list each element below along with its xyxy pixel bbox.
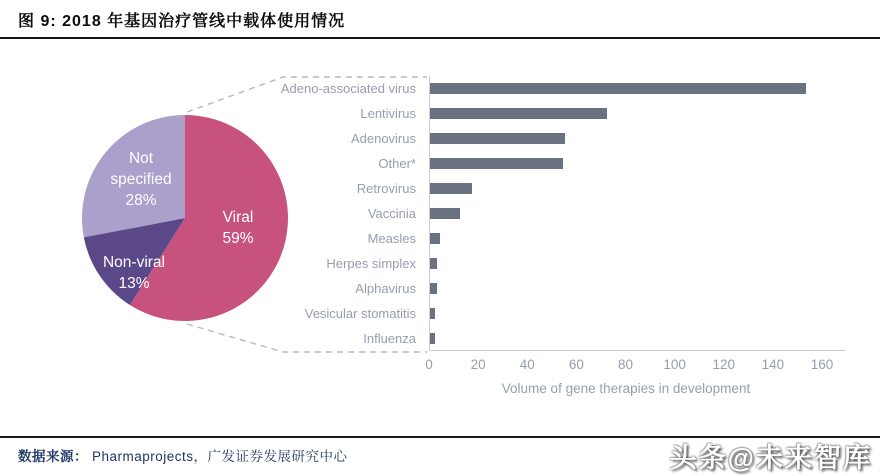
- bar-adeno-associated-virus: [430, 83, 806, 94]
- bar-category-label: Lentivirus: [360, 106, 416, 121]
- bar-category-label: Alphavirus: [355, 281, 416, 296]
- pie-slice-percent: 13%: [118, 275, 150, 292]
- data-source: [18, 445, 348, 465]
- bar-row: [430, 101, 845, 126]
- bar-vesicular-stomatitis: [430, 308, 435, 319]
- x-tick-label: 20: [470, 357, 486, 372]
- pie-label-not-specified: [99, 148, 183, 211]
- data-source-text: Pharmaprojects，广发证券发展研究中心: [92, 449, 348, 464]
- x-axis-label: Volume of gene therapies in development: [501, 381, 751, 396]
- bar-category-label: Herpes simplex: [326, 256, 416, 271]
- x-tick-label: 120: [712, 357, 736, 372]
- bar-category-label: Vaccinia: [367, 206, 416, 221]
- x-tick-label: 0: [425, 357, 433, 372]
- bar-category-label: Adeno-associated virus: [280, 81, 416, 96]
- bar-row: [430, 151, 845, 176]
- bar-row: [430, 201, 845, 226]
- title-divider: [0, 37, 880, 39]
- bar-category-label: Adenovirus: [350, 131, 416, 146]
- bar-row: [430, 126, 845, 151]
- x-tick-label: 160: [810, 357, 834, 372]
- bar-row: [430, 301, 845, 326]
- pie-slice-name: Non-viral: [102, 254, 165, 271]
- bar-category-labels: [278, 76, 423, 351]
- x-tick-label: 80: [617, 357, 634, 372]
- bar-retrovirus: [430, 183, 472, 194]
- bar-category-label: Influenza: [363, 331, 416, 346]
- figure-title: 图 9: 2018 年基因治疗管线中载体使用情况: [18, 13, 346, 30]
- bar-category-label: Retrovirus: [356, 181, 416, 196]
- bar-vaccinia: [430, 208, 460, 219]
- bar-row: [430, 76, 845, 101]
- pie-slice-percent: 59%: [222, 230, 254, 247]
- bar-adenovirus: [430, 133, 565, 144]
- watermark-toutiao: 头条@未来智库: [669, 443, 872, 473]
- bar-other-: [430, 158, 563, 169]
- x-axis-ticks: [425, 357, 845, 373]
- bar-row: [430, 176, 845, 201]
- bar-row: [430, 326, 845, 351]
- bar-category-label: Measles: [367, 231, 416, 246]
- bar-plot-area: [429, 76, 845, 351]
- pie-slice-percent: 28%: [125, 192, 157, 209]
- bar-category-label: Other*: [378, 156, 416, 171]
- bar-measles: [430, 233, 440, 244]
- bar-row: [430, 251, 845, 276]
- bar-row: [430, 226, 845, 251]
- x-tick-label: 100: [663, 357, 686, 372]
- bar-lentivirus: [430, 108, 607, 119]
- pie-slice-name: Not specified: [110, 150, 172, 188]
- x-tick-label: 40: [519, 357, 535, 372]
- x-tick-label: 140: [761, 357, 785, 372]
- bar-alphavirus: [430, 283, 437, 294]
- pie-label-non-viral: [90, 252, 178, 294]
- pie-label-viral: [200, 207, 276, 249]
- data-source-label: 数据来源：: [18, 449, 88, 464]
- bar-influenza: [430, 333, 435, 344]
- pie-slice-name: Viral: [222, 209, 254, 226]
- bar-row: [430, 276, 845, 301]
- x-tick-label: 60: [568, 357, 584, 372]
- bar-category-label: Vesicular stomatitis: [304, 306, 416, 321]
- bar-herpes-simplex: [430, 258, 437, 269]
